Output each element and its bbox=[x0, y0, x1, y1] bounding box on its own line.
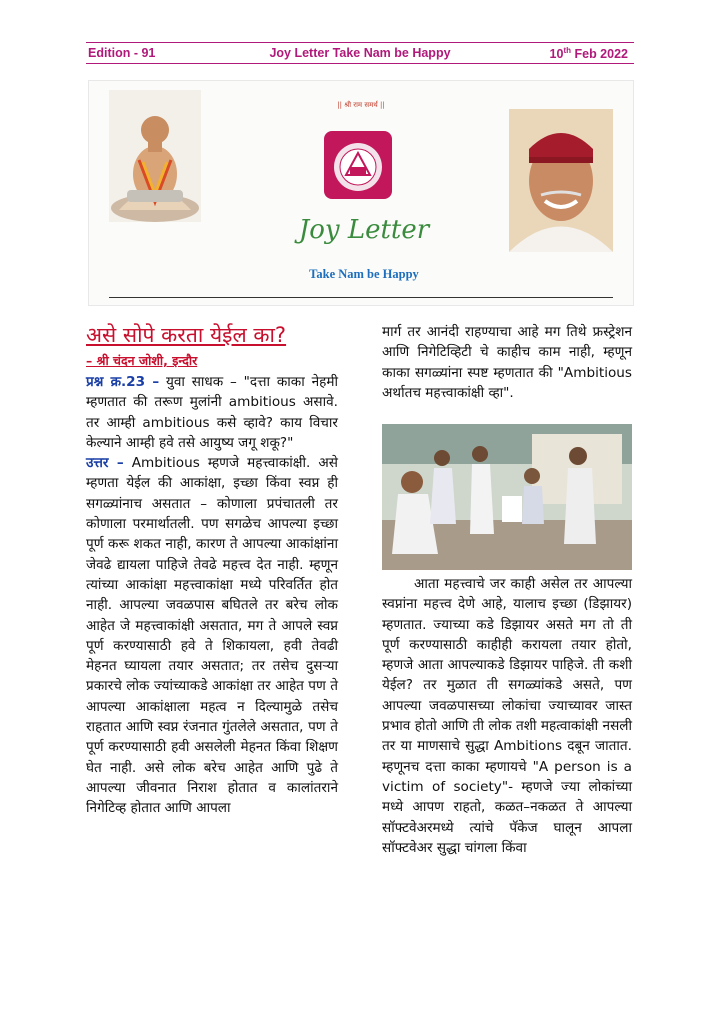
header-top-rule bbox=[86, 42, 634, 43]
question-text: युवा साधक – "दत्ता काका नेहमी म्हणतात की तरूण मुलांनी ambitious असावे. तर आम्ही ambitious कसे व्हावे? काय विचार केल्याने आम्ही हवे तसे आयुष्य जगू शकू?" bbox=[86, 374, 338, 451]
edition-label: Edition - 91 bbox=[88, 46, 156, 60]
question-label: प्रश्न क्र.23 – bbox=[86, 374, 160, 390]
datta-kaka-portrait-image bbox=[509, 109, 613, 252]
newsletter-title: Joy Letter Take Nam be Happy bbox=[269, 46, 451, 60]
brand-tagline: Take Nam be Happy bbox=[309, 267, 419, 281]
article-author: – श्री चंदन जोशी, इन्दौर bbox=[86, 353, 198, 368]
masthead-banner bbox=[88, 80, 634, 306]
answer-paragraph bbox=[86, 453, 338, 818]
right-column-top bbox=[382, 322, 632, 403]
right-top-paragraph: मार्ग तर आनंदी राहण्याचा आहे मग तिथे फ्रस्ट्रेशन आणि निगेटिव्हिटी चे काहीच काम नाही, म्हणून काका सगळ्यांना स्पष्ट म्हणतात की "Ambitious अर्थातच महत्त्वाकांक्षी व्हा". bbox=[382, 324, 632, 401]
question-paragraph bbox=[86, 372, 338, 453]
issue-date: 10th Feb 2022 bbox=[549, 46, 628, 62]
page-header bbox=[86, 44, 634, 62]
brand-name: Joy Letter bbox=[298, 215, 430, 245]
right-column-bottom bbox=[382, 574, 632, 858]
left-column bbox=[86, 372, 338, 819]
group-photo-image bbox=[382, 424, 632, 570]
header-bottom-rule bbox=[86, 63, 634, 64]
answer-label: उत्तर – bbox=[86, 455, 124, 472]
article-title: असे सोपे करता येईल का? bbox=[86, 323, 287, 347]
saint-portrait-image bbox=[109, 90, 201, 222]
joy-letter-logo bbox=[322, 129, 394, 201]
right-bottom-paragraph: आता महत्त्वाचे जर काही असेल तर आपल्या स्वप्नांना महत्त्व देणे आहे, यालाच इच्छा (डिझायर) म्हणतात. ज्याच्या कडे डिझायर असते मग तो ती पूर्ण करण्यासाठी काहीही करायला तयार होतो, म्हणजे आता आपल्याकडे डिझायर पाहिजे. ती कशी येईल? तर मुळात ती सगळ्यांकडे असते, पण आपल्या जवळपासच्या लोकांचा ज्याच्यावर जास्त प्रभाव होतो आणि ती लोक तशी महत्वाकांक्षी नसली तर या माणसाचे सुद्धा Ambitions दबून जातात. म्हणूनच दत्ता काका म्हणायचे "A person is a victim of society"- म्हणजे ज्या लोकांच्या मध्ये आपण राहतो, कळत–नकळत ते आपल्या सॉफ्टवेअरमध्ये त्यांचे पॅकेज घालून आपला सॉफ्टवेअर सुद्धा चांगला किंवा bbox=[382, 576, 632, 856]
banner-divider bbox=[109, 297, 613, 298]
answer-text: Ambitious म्हणजे महत्त्वाकांक्षी. असे म्हणता येईल की आकांक्षा, इच्छा किंवा स्वप्न ही सगळ्यांनाच असतात – कोणाला प्रपंचातली तर कोणाला परमार्थातली. पण सगळेच आपल्या इच्छा पूर्ण करू शकत नाही, कारण ते आपल्या आकांक्षांना जेवढे द्यायला पाहिजे तेवढे महत्त्व देत नाही. म्हणून त्यांच्या आकांक्षा महत्त्वाकांक्षा मध्ये परिवर्तित होत नाही. आपल्या जवळपास बघितले तर बरेच लोक आहेत जे महत्त्वाकांक्षी असतात, मग ते आपले स्वप्न पूर्ण करण्यासाठी हवे ते शिकायला, हवी तेवढी मेहनत घ्यायला तयार असतात; तर तसेच दुसऱ्या प्रकारचे लोक ज्यांच्याकडे आकांक्षा तर आहेत पण ते आपल्या आकांक्षाला महत्व न दिल्यामुळे तसेच राहतात आणि स्वप्न रंजनात गुंतलेले असतात, पण ते पूर्ण करण्यासाठी हवी असलेली मेहनत किंवा शिक्षण घेत नाही. असे लोक बरेच आहेत आणि पुढे ते आपल्या जीवनात निराश होतात व कालांतराने निगेटिव्ह होतात आणि आपला bbox=[86, 455, 338, 817]
banner-saying: || श्री राम समर्थ || bbox=[337, 101, 385, 109]
